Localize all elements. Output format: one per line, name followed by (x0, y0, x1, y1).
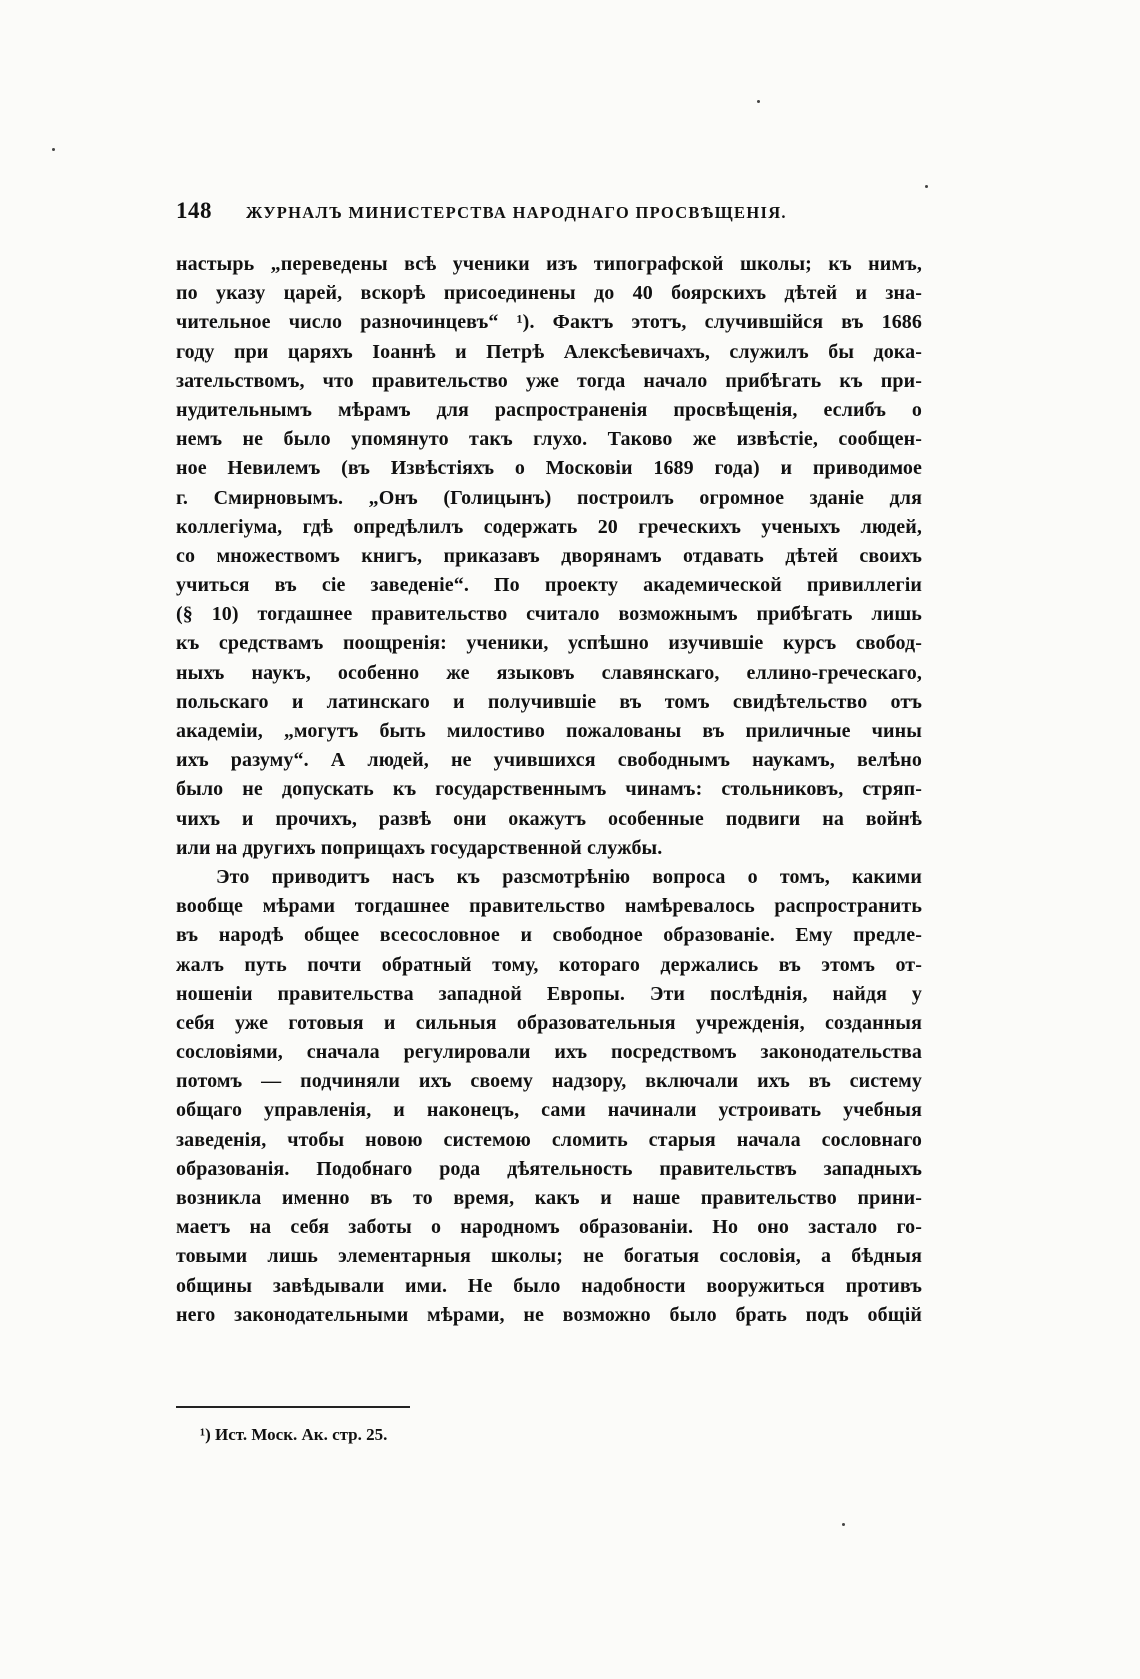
text-line: зательствомъ, что правительство уже тогда начало прибѣгать къ при- (176, 369, 922, 392)
text-line: (§ 10) тогдашнее правительство считало возможнымъ прибѣгать лишь (176, 603, 922, 626)
text-line: ное Невилемъ (въ Извѣстіяхъ о Московіи 1689 года) и приводимое (176, 457, 922, 480)
text-line: товыми лишь элементарныя школы; не богатыя сословія, а бѣдныя (176, 1245, 922, 1268)
text-line: польскаго и латинскаго и получившіе въ томъ свидѣтельство отъ (176, 690, 922, 713)
text-line: со множествомъ книгъ, приказавъ дворянамъ отдавать дѣтей своихъ (176, 544, 922, 567)
footnote: ¹) Ист. Моск. Ак. стр. 25. (200, 1425, 388, 1444)
text-line: по указу царей, вскорѣ присоединены до 40 боярскихъ дѣтей и зна- (176, 282, 922, 305)
text-line: ношеніи правительства западной Европы. Эти послѣднія, найдя у (176, 982, 922, 1005)
text-line: маетъ на себя заботы о народномъ образованіи. Но оно застало го- (176, 1216, 922, 1239)
text-line: него законодательными мѣрами, не возможно было брать подъ общій (176, 1303, 922, 1326)
text-line: жалъ путь почти обратный тому, котораго держались въ этомъ от- (176, 953, 922, 976)
footnote-divider (176, 1406, 410, 1408)
text-line: къ средствамъ поощренія: ученики, успѣшно изучившіе курсъ свобод- (176, 632, 922, 655)
text-line: чительное число разночинцевъ“ ¹). Фактъ этотъ, случившійся въ 1686 (176, 311, 922, 334)
text-line: Это приводитъ насъ къ разсмотрѣнію вопроса о томъ, какими (216, 865, 922, 888)
page-header (176, 198, 976, 228)
scan-speck (52, 148, 55, 151)
text-line: возникла именно въ то время, какъ и наше правительство прини- (176, 1187, 922, 1209)
scan-speck (925, 185, 928, 188)
text-line: или на другихъ поприщахъ государственной службы. (176, 836, 663, 859)
text-line: ихъ разуму“. А людей, не учившихся свободнымъ наукамъ, велѣно (176, 749, 922, 772)
text-line: общаго управленія, и наконецъ, сами начинали устроивать учебныя (176, 1099, 922, 1122)
text-line: году при царяхъ Іоаннѣ и Петрѣ Алексѣевичахъ, служилъ бы дока- (176, 340, 922, 363)
text-line: настырь „переведены всѣ ученики изъ типографской школы; къ нимъ, (176, 253, 922, 275)
text-line: потомъ — подчиняли ихъ своему надзору, включали ихъ въ систему (176, 1070, 922, 1093)
body-text (176, 250, 922, 1330)
text-line: общины завѣдывали ими. Не было надобности вооружиться противъ (176, 1274, 922, 1297)
text-line: нудительнымъ мѣрамъ для распространенія просвѣщенія, еслибъ о (176, 398, 922, 421)
text-line: немъ не было упомянуто такъ глухо. Таково же извѣстіе, сообщен- (176, 428, 922, 451)
text-line: коллегіума, гдѣ опредѣлилъ содержать 20 греческихъ ученыхъ людей, (176, 515, 922, 538)
text-line: г. Смирновымъ. „Онъ (Голицынъ) построилъ огромное зданіе для (176, 486, 922, 509)
text-line: сословіями, сначала регулировали ихъ посредствомъ законодательства (176, 1041, 922, 1064)
page-number: 148 (176, 198, 212, 223)
text-line: себя уже готовыя и сильныя образовательныя учрежденія, созданныя (176, 1011, 922, 1034)
text-line: ныхъ наукъ, особенно же языковъ славянскаго, еллино-греческаго, (176, 661, 922, 684)
text-line: въ народѣ общее всесословное и свободное образованіе. Ему предле- (176, 924, 922, 947)
running-title: ЖУРНАЛЪ МИНИСТЕРСТВА НАРОДНАГО ПРОСВѢЩЕНІЯ. (246, 203, 787, 222)
text-line: вообще мѣрами тогдашнее правительство намѣревалось распространить (176, 895, 922, 918)
text-line: академіи, „могутъ быть милостиво пожалованы въ приличные чины (176, 720, 922, 742)
text-line: чихъ и прочихъ, развѣ они окажутъ особенные подвиги на войнѣ (176, 807, 922, 830)
text-line: было не допускать къ государственнымъ чинамъ: стольниковъ, стряп- (176, 778, 922, 801)
text-line: образованія. Подобнаго рода дѣятельность правительствъ западныхъ (176, 1157, 922, 1180)
text-line: учиться въ сіе заведеніе“. По проекту академической привиллегіи (176, 574, 922, 597)
scan-speck (842, 1523, 845, 1526)
text-line: заведенія, чтобы новою системою сломить старыя начала сословнаго (176, 1128, 922, 1151)
scan-speck (757, 100, 760, 103)
